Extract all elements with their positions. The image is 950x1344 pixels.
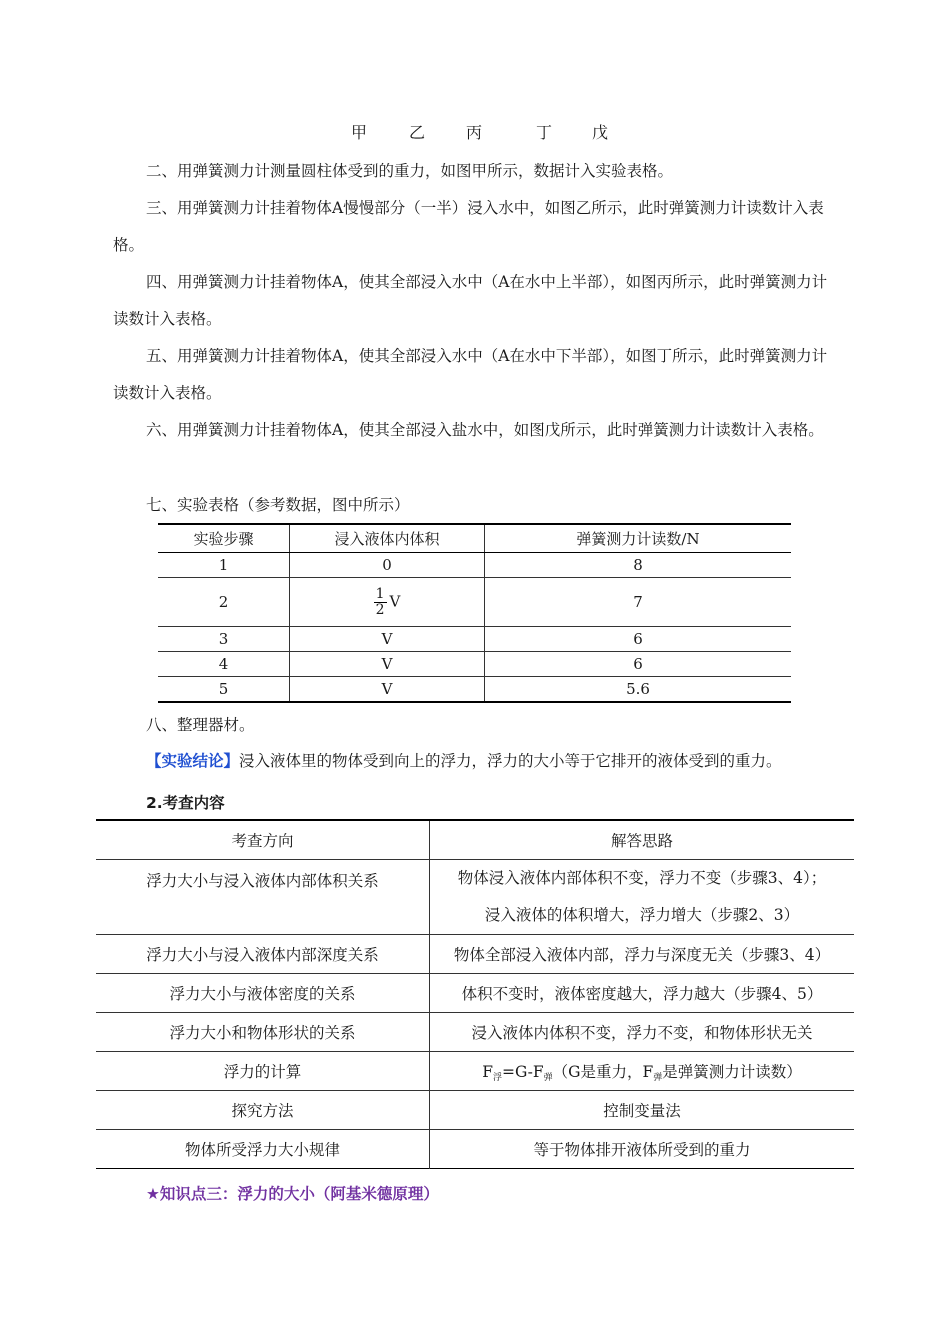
table-row (158, 677, 791, 703)
knowledge-point-heading: ★知识点三：浮力的大小（阿基米德原理） (146, 1185, 439, 1203)
step-4-text: 四、用弹簧测力计挂着物体A，使其全部浸入水中（A在水中上半部），如图丙所示，此时弹簧测力计读数计入表格。 (113, 273, 828, 328)
step-2-text: 二、用弹簧测力计测量圆柱体受到的重力，如图甲所示，数据计入实验表格。 (146, 162, 674, 180)
formula-note-a: （G是重力，F (552, 1062, 654, 1081)
figure-label-yi: 乙 (409, 123, 426, 142)
cell-reading: 5.6 (485, 677, 792, 703)
cell-aspect: 浮力大小与浸入液体内部体积关系 (96, 860, 430, 935)
cell-answer: 物体全部浸入液体内部，浮力与深度无关（步骤3、4） (430, 935, 855, 974)
answer-line-1: 物体浸入液体内部体积不变，浮力不变（步骤3、4）； (457, 869, 827, 887)
conclusion (113, 743, 838, 780)
figure-labels (0, 120, 950, 144)
cell-volume: 0 (290, 553, 485, 578)
table-row (96, 860, 854, 935)
cell-aspect: 浮力大小与浸入液体内部深度关系 (96, 935, 430, 974)
cell-aspect: 物体所受浮力大小规律 (184, 1141, 340, 1159)
cell-volume: V (290, 677, 485, 703)
cell-step: 4 (158, 652, 290, 677)
header-step: 实验步骤 (158, 524, 290, 553)
fraction-numerator: 1 (375, 585, 385, 602)
cell-reading: 8 (485, 553, 792, 578)
cell-answer: 浸入液体内体积不变，浮力不变，和物体形状无关 (430, 1013, 855, 1052)
table-row (158, 578, 791, 627)
table-row (158, 652, 791, 677)
table-title: 七、实验表格（参考数据，图中所示） (146, 496, 410, 514)
cell-answer-formula (430, 1052, 855, 1091)
table-row (96, 1091, 854, 1130)
figure-label-bing: 丙 (466, 123, 483, 142)
cell-volume: V (290, 652, 485, 677)
cell-step: 2 (158, 578, 290, 627)
cell-answer (430, 860, 855, 935)
figure-label-ding: 丁 (536, 123, 553, 142)
step-8-text: 八、整理器材。 (146, 716, 255, 734)
cell-answer: 体积不变时，液体密度越大，浮力越大（步骤4、5） (430, 974, 855, 1013)
table-header-row (158, 524, 791, 553)
cell-aspect: 浮力的计算 (96, 1052, 430, 1091)
formula-note-sub: 弹 (653, 1072, 663, 1083)
answer-line-2: 浸入液体的体积增大，浮力增大（步骤2、3） (484, 906, 800, 924)
conclusion-tag: 【实验结论】 (146, 752, 240, 770)
section-2-title: 2.考查内容 (146, 794, 225, 812)
fraction-denominator: 2 (375, 601, 385, 618)
formula-note-b: 是弹簧测力计读数） (662, 1062, 802, 1081)
table-row (96, 1013, 854, 1052)
cell-step: 5 (218, 680, 229, 698)
header-answer: 解答思路 (430, 820, 855, 860)
cell-reading: 6 (485, 627, 792, 652)
figure-label-wu: 戊 (592, 123, 609, 142)
formula-sub-spring: 弹 (543, 1072, 553, 1083)
step-5-text: 五、用弹簧测力计挂着物体A，使其全部浸入水中（A在水中下半部），如图丁所示，此时弹簧测力计读数计入表格。 (113, 347, 828, 402)
cell-step: 1 (158, 553, 290, 578)
cell-answer: 控制变量法 (430, 1091, 855, 1130)
formula-eq: =G-F (501, 1062, 544, 1081)
cell-aspect: 浮力大小和物体形状的关系 (96, 1013, 430, 1052)
cell-reading: 6 (485, 652, 792, 677)
cell-answer: 等于物体排开液体所受到的重力 (430, 1130, 855, 1169)
cell-volume: V (290, 627, 485, 652)
step-6-text: 六、用弹簧测力计挂着物体A，使其全部浸入盐水中，如图戊所示，此时弹簧测力计读数计入表格。 (146, 421, 824, 439)
cell-aspect: 浮力大小与液体密度的关系 (96, 974, 430, 1013)
table-row (158, 627, 791, 652)
cell-reading: 7 (485, 578, 792, 627)
table-row (158, 553, 791, 578)
experiment-table (158, 523, 791, 703)
fraction-half (374, 587, 387, 618)
header-reading: 弹簧测力计读数/N (485, 524, 792, 553)
formula-sub-buoyancy: 浮 (492, 1072, 502, 1083)
formula-f: F (482, 1062, 493, 1081)
cell-step: 3 (158, 627, 290, 652)
table-row (96, 1052, 854, 1091)
header-volume: 浸入液体内体积 (290, 524, 485, 553)
header-aspect: 考查方向 (96, 820, 430, 860)
review-table (96, 819, 854, 1169)
figure-label-jia: 甲 (351, 123, 368, 142)
conclusion-text: 浸入液体里的物体受到向上的浮力，浮力的大小等于它排开的液体受到的重力。 (239, 752, 782, 770)
cell-volume (290, 578, 485, 627)
volume-symbol: V (389, 592, 401, 610)
cell-aspect: 探究方法 (96, 1091, 430, 1130)
review-header-row (96, 820, 854, 860)
table-row (96, 1130, 854, 1169)
step-3-text: 三、用弹簧测力计挂着物体A慢慢部分（一半）浸入水中，如图乙所示，此时弹簧测力计读数计入表格。 (113, 199, 824, 254)
table-row (96, 974, 854, 1013)
table-row (96, 935, 854, 974)
